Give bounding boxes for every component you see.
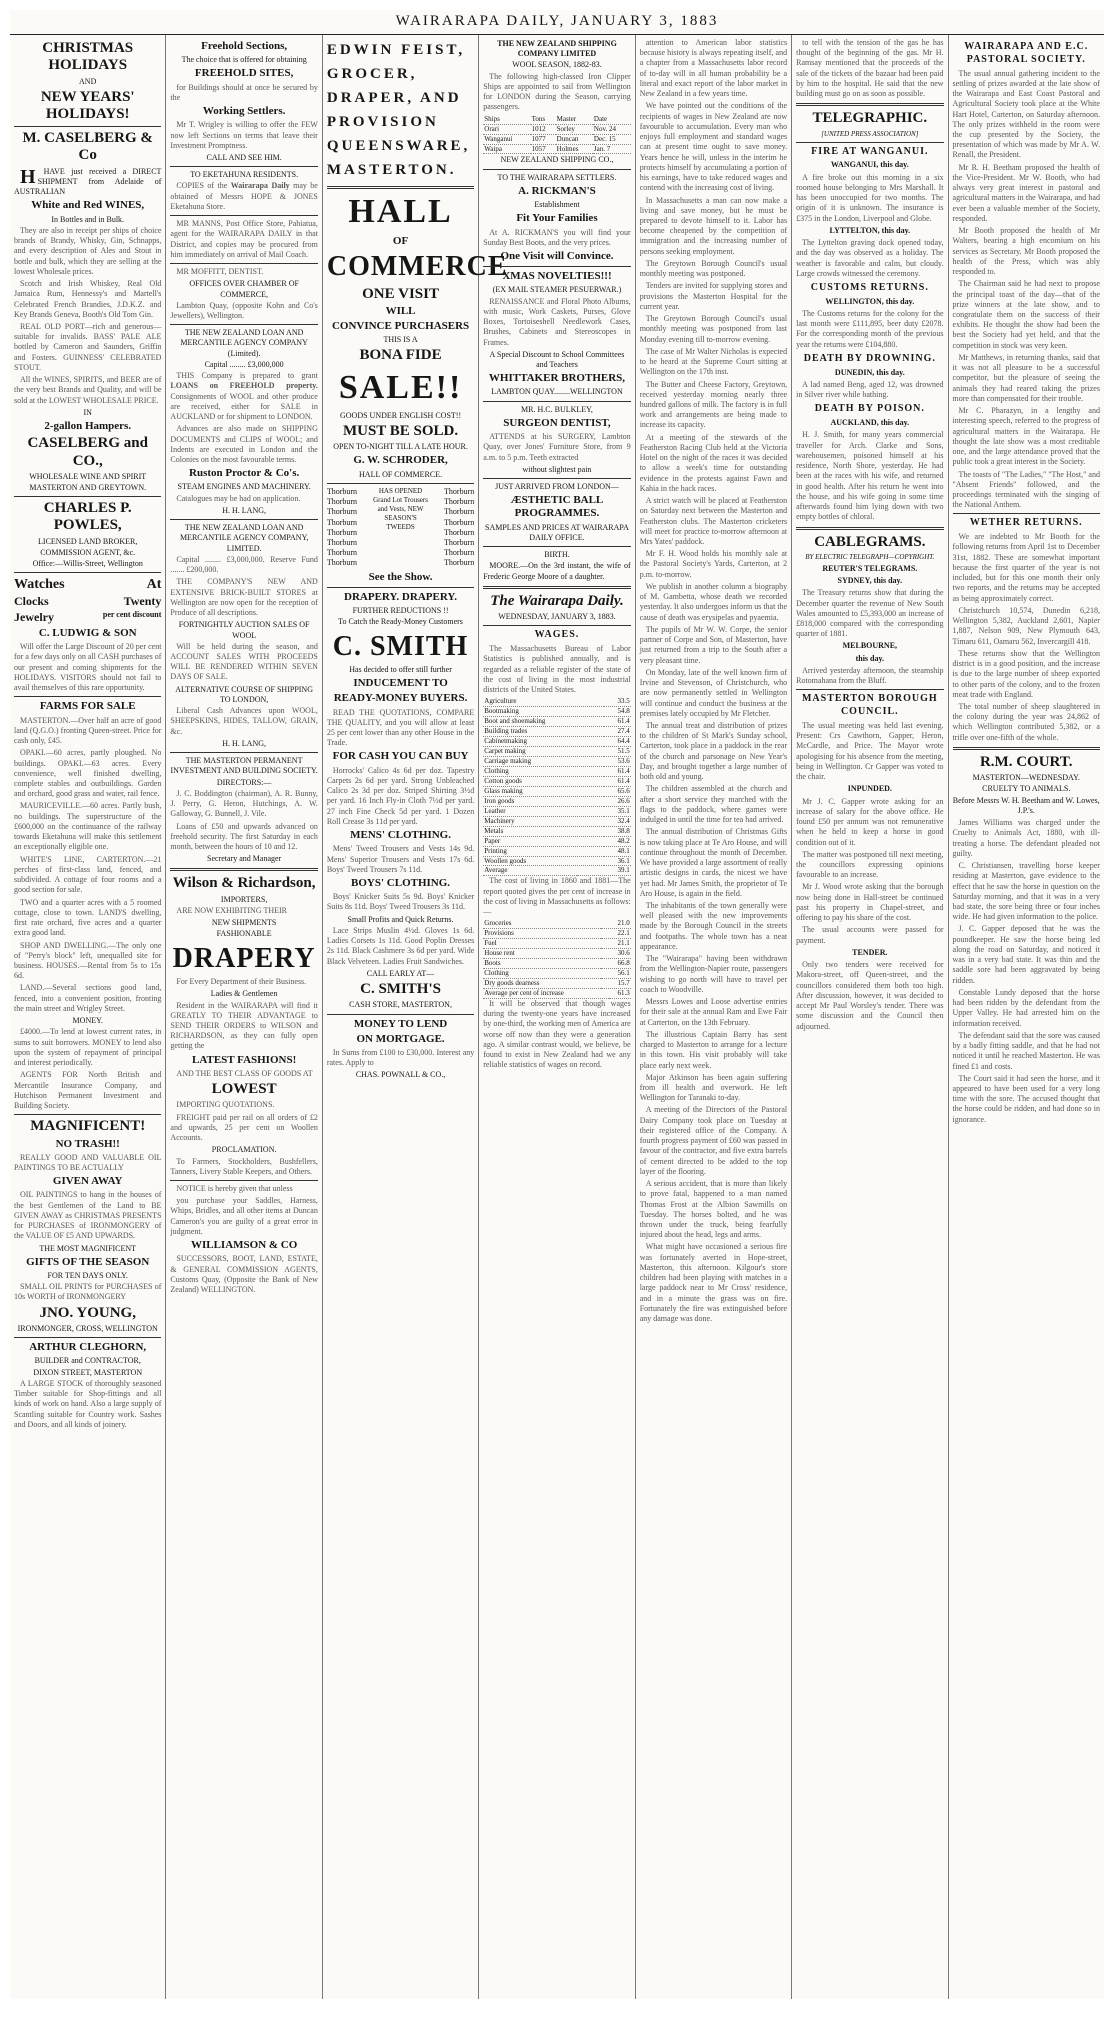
wages-row: Clothing 61.4	[484, 766, 630, 775]
alt-course: ALTERNATIVE COURSE OF SHIPPING TO LONDON,	[175, 684, 313, 704]
caselberg-hampers: 2-gallon Hampers.	[44, 420, 132, 433]
feist-line-4: PROVISION	[326, 114, 439, 130]
birth-title: BIRTH.	[544, 550, 570, 560]
loan-title: THE NEW ZEALAND LOAN AND MERCANTILE AGENCY COMPANY (Limited).	[180, 328, 308, 358]
cost-row: Provisions 22.1	[484, 929, 630, 938]
fire-date: WANGANUI, this day.	[830, 160, 909, 170]
clocks-label: Clocks	[14, 594, 49, 609]
discount-label: per cent discount	[102, 609, 162, 619]
to-catch: To Catch the Ready-Money Customers	[338, 617, 463, 627]
wages-row: Building trades 27.4	[484, 727, 630, 736]
column-3: EDWIN FEIST, GROCER, DRAPER, AND PROVISION QUEENSWARE, MASTERTON. HALL OF COMMERCE ONE VISIT WILL CONVINCE PURCHASERS THIS IS A BONA FIDE SALE!! GOODS UNDER ENGLISH COST!! MUST BE SOLD. OPEN TO-NIGHT TILL A LATE HOUR. G. W. SCHRODER, HALL OF COMMERCE. Thorburn Thorburn Thorburn Thorburn Thorburn Thorburn Thorburn Thorburn HAS OPENED Grand Lot Trousers and Vests, NEW SEASON'S TWEEDS Thorburn Thorburn Thorburn Thorburn Thorburn Thorburn Thorburn Thorburn See the Show. DRAPERY. DRAPERY. FURTHER REDUCTIONS !! To Catch the Ready-Money Customers C. SMITH Has decided to offer still further INDUCEMENT TO READY-MONEY BUYERS. READ THE QUOTATIONS, COMPARE THE QUALITY, and you will allow at least 25 per cent lower than any other House in the Trade. FOR CASH YOU CAN BUY Horrocks' Calico 4s 6d per doz. Tapestry Carpets 2s 6d per yard. Strong Unbleached Calico 2s 3d per doz. Striped Shirting 3½d per yard. 16 Inch Fly-in Cloth 7½d per yard. 27 inch Fine Check 5d per yard. 1 Dozen Roll Crease 3s 11d per yard. MENS' CLOTHING. Mens' Tweed Trousers and Vests 14s 9d. Mens' Superior Trousers and Vests 17s 6d. Boys' Tweed Trousers 7s 11d. BOYS' CLOTHING. Boys' Knicker Suits 5s 9d. Boys' Knicker Suits 8s 11d. Boys' Tweed Trousers 3s 11d. Small Profits and Quick Returns. Lace Strips Muslin 4½d. Gloves 1s 6d. Ladies Corsets 1s 11d. Good Poplin Dresses 2s 11d. Black Cashmere 3s 6d per yard. Wide Black Velveteen. Ladies Fruit Sandwiches. CALL EARLY AT— C. SMITH'S CASH STORE, MASTERTON, MONEY TO LEND ON MORTGAGE. In Sums from £100 to £30,000. Interest any rates. Apply to CHAS. POWNALL & CO.,	[323, 35, 479, 1999]
shipping-table: Ships Tons Master Date Orari 1012 Sorley Nov. 24 Wanganui 1077 Duncan Dec. 15 Waipa 1057 Holmes Jan. 7	[483, 115, 630, 155]
powles-office: Office:—Willis-Street, Wellington	[32, 559, 143, 569]
death2-title: DEATH BY POISON.	[814, 403, 925, 415]
magnificent-title: MAGNIFICENT!	[30, 1118, 146, 1135]
cablegrams-title: CABLEGRAMS.	[814, 533, 926, 550]
open-tonight: OPEN TO-NIGHT TILL A LATE HOUR.	[333, 442, 468, 452]
wether-title: WETHER RETURNS.	[969, 517, 1083, 529]
wages-table	[483, 697, 630, 866]
working-settlers: Working Settlers.	[202, 105, 286, 118]
melbourne-date: this day.	[855, 653, 885, 663]
williamson-firm: WILLIAMSON & CO	[190, 1239, 298, 1252]
inducement: INDUCEMENT TO	[353, 677, 448, 690]
columns	[10, 35, 1104, 1999]
newspaper-page	[10, 10, 1104, 1999]
ship-row: Wanganui 1077 Duncan Dec. 15	[483, 134, 630, 144]
cable-sub: BY ELECTRIC TELEGRAPH—COPYRIGHT.	[805, 552, 935, 561]
powles-line2: COMMISSION AGENT, &c.	[40, 547, 136, 557]
column-1: CHRISTMAS HOLIDAYS AND NEW YEARS' HOLIDAYS! M. CASELBERG & Co H HAVE just received a DIRECT SHIPMENT from Adelaide of AUSTRALIAN White and Red WINES, In Bottles and in Bulk. They are also in receipt per ships of choice brands of Brandy, Whisky, Gin, Schnapps, and every description of Ales and Stout in bottle and bulk, which they are selling at the lowest Wholesale prices. Scotch and Irish Whiskey, Real Old Jamaica Rum, Hennessy's and Martell's Celebrated French Brandies, J.D.K.Z. and Key Brands Geneva, Booth's Old Tom Gin. REAL OLD PORT—rich and generous—suitable for invalids. BASS' PALE ALE bottled by Cameron and Saunders, Griffin and Fosters. GUINNESS' CELEBRATED STOUT. All the WINES, SPIRITS, and BEER are of the very best Brands and Quality, and will be sold at the LOWEST WHOLESALE PRICE. IN 2-gallon Hampers. CASELBERG and CO., WHOLESALE WINE AND SPIRIT MASTERTON AND GREYTOWN. CHARLES P. POWLES, LICENSED LAND BROKER, COMMISSION AGENT, &c. Office:—Willis-Street, Wellington Watches At Clocks Twenty Jewelry per cent discount C. LUDWIG & SON Will offer the Large Discount of 20 per cent for a few days only on all CASH purchases of our present and coming shipments for the HOLIDAYS. VISITORS should not fail to avail themselves of this rare opportunity. FARMS FOR SALE MASTERTON.—Over half an acre of good land (Q.G.O.) fronting Queen-street. Price for cash only, £45. OPAKI.—60 acres, partly ploughed. No buildings. OPAKI.—63 acres. Every convenience, well finished dwelling, complete stables and outbuildings. Garden and orchard, good grass and water, rail fence. MAURICEVILLE.—60 acres. Partly bush, no buildings. The superstructure of the £600,000 on the continuance of the railway towards Eketahuna will make this settlement an exceptionally eligible one. WHITE'S LINE, CARTERTON.—21 perches of first-class land, fenced, and subdivided. A cottage of four rooms and a good section for sale. TWO and a quarter acres with a 5 roomed cottage, close to town. LAND'S dwelling, first rate orchard, five acres and a quarter extra good land. SHOP AND DWELLING.—The only one of "Perry's block" left, unequalled site for business. HOUSES.—Rental from 5s to 15s 6d. LAND.—Several sections good land, fenced, into a convenient position, fronting the main street and Wrigley Street. MONEY. £4000.—To lend at lowest current rates, in sums to suit borrowers. MONEY to lend also upon the system of repayment of principal and interest periodically. AGENTS FOR North British and Mercantile Insurance Company, and Hutchison Permanent Investment and Building Society. MAGNIFICENT! NO TRASH!! REALLY GOOD AND VALUABLE OIL PAINTINGS TO BE ACTUALLY GIVEN AWAY OIL PAINTINGS to hang in the houses of the best Gentlemen of the Land to BE GIVEN AWAY as CHRISTMAS PRESENTS for PURCHASES of IRONMONGERY of the VALUE OF £5 AND UPWARDS. THE MOST MAGNIFICENT GIFTS OF THE SEASON FOR TEN DAYS ONLY. SMALL OIL PRINTS for PURCHASES of 10s WORTH of IRONMONGERY JNO. YOUNG, IRONMONGER, CROSS, WELLINGTON ARTHUR CLEGHORN, BUILDER and CONTRACTOR, DIXON STREET, MASTERTON A LARGE STOCK of thoroughly seasoned Timber suitable for Shop-fittings and all kinds of work on hand. Also a large supply of Scantling suitable for Country work. Sashes and Doors, and all kinds of joinery.	[10, 35, 166, 1999]
must-be-sold: MUST BE SOLD.	[342, 422, 459, 439]
twenty-label: Twenty	[123, 594, 162, 609]
loans-on: LOANS on FREEHOLD property.	[170, 381, 318, 391]
drapery-drapery: DRAPERY. DRAPERY.	[344, 590, 458, 603]
telegraphic-title: TELEGRAPHIC.	[812, 110, 928, 127]
council-impounded: INPUNDED.	[847, 784, 892, 794]
gifts-season: GIFTS OF THE SEASON	[26, 1255, 150, 1268]
wages-row: Boot and shoemaking 61.4	[484, 717, 630, 726]
drapery-label: DRAPERY	[172, 942, 316, 974]
death2-date: AUCKLAND, this day.	[830, 418, 910, 428]
fit-families: Fit Your Families	[516, 212, 598, 225]
column-6: to tell with the tension of the gas he has thought of the beginning of the gas. Mr H. Ramsay mentioned that the proceeds of the sale of the tickets of the bazaar had been paid by him to the hospital. He said that the new building must go on as soon as possible. TELEGRAPHIC. [UNITED PRESS ASSOCIATION] FIRE AT WANGANUI. WANGANUI, this day. A fire broke out this morning in a six roomed house belonging to Mrs Marshall. It has been unoccupied for two months. The origin of it is unknown. The insurance is £375 in the London, Liverpool and Globe. LYTTELTON, this day. The Lyttelton graving dock opened today, and the day was observed as a holiday. The weather is favorable and calm, but cloudy. Large crowds witnessed the ceremony. CUSTOMS RETURNS. WELLINGTON, this day. The Customs returns for the colony for the last month were £111,895, beer duty £2078. For the corresponding month of the previous year the returns were £104,880. DEATH BY DROWNING. DUNEDIN, this day. A lad named Beng, aged 12, was drowned in Silver river while bathing. DEATH BY POISON. AUCKLAND, this day. H. J. Smith, for many years commercial traveller for Arch. Clarke and Sons, warehousemen, poisoned himself at his residence, North Shore, yesterday. He had been at the races with his wife, and returned in good health. After his return he went into the house, and his wife going in some time afterwards found him lying down with two empty bottles of chloral. CABLEGRAMS. BY ELECTRIC TELEGRAPH—COPYRIGHT. REUTER'S TELEGRAMS. SYDNEY, this day. The Treasury returns show that during the December quarter the revenue of New South Wales amounted to £5,393,000 an increase of £818,000 compared with the corresponding quarter of 1881. MELBOURNE, this day. Arrived yesterday afternoon, the steamship Rotomahana from the Bluff. MASTERTON BOROUGH COUNCIL. The usual meeting was held last evening. Present: Crs Cawthorn, Gapper, Heron, McCardle, and Price. The Mayor wrote apologising for his absence from the meeting, being in Wellington. Cr Gapper was voted to the chair. INPUNDED. Mr J. C. Gapper wrote asking for an increase of salary for the above office. He found £50 per annum was not remunerative when he held to keep a horse in good condition out of it. The matter was postponed till next meeting, the councillors expressing opinions favourable to an increase. Mr J. Wood wrote asking that the borough now being done in Hall-street be continued past his property in Chapel-street, and offering to pay his share of the cost. The usual accounts were passed for payment. TENDER. Only two tenders were received for Makora-street, off Queen-street, and the councillors considered them both too high. After discussion, however, it was decided to accept Mr Paul Worsley's tender. There was some discussion and the Council then adjourned.	[792, 35, 948, 1999]
one-visit-convince: One Visit will Convince.	[500, 250, 614, 262]
caselberg-firm-2: CASELBERG and CO.,	[27, 435, 148, 469]
lowest-label: LOWEST	[211, 1081, 277, 1098]
of-label: OF	[392, 235, 409, 247]
eketahuna-title: TO EKETAHUNA RESIDENTS.	[190, 170, 299, 180]
freehold-lead: The choice that is offered for obtaining	[181, 55, 307, 65]
farms-title: FARMS FOR SALE	[39, 700, 136, 713]
wages-row: Cotton goods 61.4	[484, 776, 630, 785]
wages-row: Woollen goods 36.1	[484, 856, 630, 865]
society-title: THE MASTERTON PERMANENT INVESTMENT AND BUILDING SOCIETY.	[170, 756, 318, 776]
whittaker-place: LAMBTON QUAY........WELLINGTON	[491, 387, 623, 397]
just-arrived: JUST ARRIVED FROM LONDON—	[495, 482, 619, 492]
wages-row: Cabinetmaking 64.4	[484, 737, 630, 746]
bulkley-name: MR. H.C. BULKLEY,	[521, 404, 593, 414]
wages-row: Metals 38.8	[484, 826, 630, 835]
wages-row: Agriculture 33.5	[484, 697, 630, 706]
telegraphic-sub: [UNITED PRESS ASSOCIATION]	[821, 129, 919, 138]
wages-row: Printing 48.1	[484, 846, 630, 855]
melbourne-title: MELBOURNE,	[842, 641, 898, 651]
cost-average: Average per cent of increase 61.3	[484, 989, 630, 998]
no-trash: NO TRASH!!	[55, 1137, 120, 1150]
notice-title: NOTICE is hereby given that unless	[176, 1183, 293, 1193]
paper-title: The Wairarapa Daily.	[490, 592, 624, 609]
cost-row: Dry goods dearness 15.7	[484, 979, 630, 988]
column-4: THE NEW ZEALAND SHIPPING COMPANY LIMITED WOOL SEASON, 1882-83. The following high-classed Iron Clipper Ships are appointed to sail from Wellington for LONDON during the Season, carrying passengers. Ships Tons Master Date Orari 1012 Sorley Nov. 24 Wanganui 1077 Duncan Dec. 15 Waipa 1057 Holmes Jan. 7 NEW ZEALAND SHIPPING CO., TO THE WAIRARAPA SETTLERS. A. RICKMAN'S Establishment Fit Your Families At A. RICKMAN'S you will find your Sunday Best Boots, and the very prices. One Visit will Convince. XMAS NOVELTIES!!! (EX MAIL STEAMER PESUERWAR.) RENAISSANCE and Floral Photo Albums, with music, Work Caskets, Purses, Glove Boxes, Tortoiseshell Needlework Cases, Brushes, Cabinets and Stereoscopes in Frames. A Special Discount to School Committees and Teachers WHITTAKER BROTHERS, LAMBTON QUAY........WELLINGTON MR. H.C. BULKLEY, SURGEON DENTIST, ATTENDS at his SURGERY, Lambton Quay, over Jones' Furniture Store, from 9 a.m. to 5 p.m. Teeth extracted without slightest pain JUST ARRIVED FROM LONDON— ÆSTHETIC BALL PROGRAMMES. SAMPLES AND PRICES AT WAIRARAPA DAILY OFFICE. BIRTH. MOORE.—On the 3rd instant, the wife of Frederic George Moore of a daughter. The Wairarapa Daily. WEDNESDAY, JANUARY 3, 1883. WAGES. The Massachusetts Bureau of Labor Statistics is published annually, and is regarded as a reliable register of the state of the cost of living in the most industrial districts of the United States. Agriculture 33.5 Bootmaking 54.8 Boot and shoemaking 61.4 Building trades 27.4 Cabinetmaking 64.4 Carpet making 51.5 Carriage making 53.6 Clothing 61.4 Cotton goods 61.4 Glass making 65.6 Iron goods 26.6 Leather 35.1 Machinery 32.4 Metals 38.8 Paper 48.2 Printing 48.1 Woollen goods 36.1 Average 39.1 The cost of living in 1860 and 1881—The report quoted gives the per cent of increase in the cost of living in Massachusetts as follows:— Groceries 21.0 Provisions 22.1 Fuel 21.1 House rent 30.6 Boots 66.8 Clothing 56.1 Dry goods dearness 15.7 Average per cent of increase 61.3 It will be observed that though wages during the twenty-one years have increased by one-third, the working men of America are worse off now than they were a generation ago. A similar contrast would, we believe, be found to exist in New Zealand had we any reliable statistics of wages on record.	[479, 35, 635, 1999]
secretary-label: Secretary and Manager	[207, 854, 282, 864]
wages-row: Paper 48.2	[484, 836, 630, 845]
caselberg-body: H HAVE just received a DIRECT SHIPMENT from Adelaide of AUSTRALIAN	[14, 165, 162, 197]
ship-row: Orari 1012 Sorley Nov. 24	[483, 124, 630, 134]
feist-line-6: MASTERTON.	[326, 162, 457, 178]
bulkley-trade: SURGEON DENTIST,	[503, 416, 611, 429]
and-label: AND	[79, 76, 97, 86]
lyttelton-date: LYTTELTON, this day.	[829, 225, 911, 235]
convince-label: CONVINCE PURCHASERS	[331, 320, 470, 333]
proclamation-label: PROCLAMATION.	[211, 1145, 277, 1155]
court-case: CRUELTY TO ANIMALS.	[982, 784, 1071, 794]
wool-season: WOOL SEASON, 1882-83.	[512, 60, 602, 70]
aesthetic-ball: ÆSTHETIC BALL PROGRAMMES.	[510, 494, 604, 520]
shipping-agents: NEW ZEALAND SHIPPING CO.,	[500, 155, 614, 165]
given-away: GIVEN AWAY	[52, 1175, 123, 1188]
caselberg-wholesale: WHOLESALE WINE AND SPIRIT	[29, 471, 147, 481]
samples-prices: SAMPLES AND PRICES AT WAIRARAPA DAILY OFFICE.	[485, 522, 629, 542]
wages-row: Glass making 65.6	[484, 786, 630, 795]
hall-label: HALL	[348, 193, 453, 230]
hall-of-commerce: HALL OF COMMERCE.	[359, 469, 443, 479]
death1-date: DUNEDIN, this day.	[834, 367, 905, 377]
directors-label: DIRECTORS:—	[216, 777, 272, 787]
cost-row: Clothing 56.1	[484, 969, 630, 978]
auction-sales: FORTNIGHTLY AUCTION SALES OF WOOL	[178, 620, 310, 640]
feist-line-5: QUEENSWARE,	[326, 138, 471, 154]
on-mortgage: ON MORTGAGE.	[356, 1032, 445, 1045]
rickman-name: A. RICKMAN'S	[518, 184, 596, 197]
wilson-importers: IMPORTERS,	[220, 894, 268, 904]
smiths-name: C. SMITH'S	[360, 981, 441, 998]
wages-row: Carriage making 53.6	[484, 756, 630, 765]
ruston-agent: Ruston Proctor & Co's.	[189, 467, 300, 480]
powles-name: CHARLES P. POWLES,	[43, 500, 132, 534]
wairarapa-daily-name: Wairarapa Daily	[230, 181, 290, 191]
smith-name: C. SMITH	[332, 630, 469, 662]
society-title-7: WAIRARAPA AND E.C. PASTORAL SOCIETY.	[964, 41, 1089, 65]
lang-name: H. H. LANG,	[222, 505, 267, 515]
call-and-see: CALL AND SEE HIM.	[206, 152, 282, 162]
commerce-label: COMMERCE	[326, 251, 508, 283]
without-pain: without slightest pain	[522, 464, 592, 474]
one-visit: ONE VISIT	[362, 285, 439, 302]
cost-row: Fuel 21.1	[484, 939, 630, 948]
feist-line-2: GROCER,	[326, 66, 418, 82]
cleghorn-name: ARTHUR CLEGHORN,	[29, 1341, 147, 1354]
jewelry-label: Jewelry	[14, 609, 54, 624]
latest-fashions: LATEST FASHIONS!	[192, 1053, 297, 1066]
feist-line-3: DRAPER, AND	[326, 90, 462, 106]
cash-store: CASH STORE, MASTERTON,	[349, 1000, 452, 1010]
pownall-name: CHAS. POWNALL & CO.,	[355, 1070, 446, 1080]
wages-row: Bootmaking 54.8	[484, 707, 630, 716]
wilson-title: Wilson & Richardson,	[172, 875, 316, 892]
smith-decided: Has decided to offer still further	[349, 664, 452, 674]
christmas-title: CHRISTMAS HOLIDAYS	[42, 40, 134, 74]
mens-clothing: MENS' CLOTHING.	[350, 829, 451, 842]
sale-label: SALE!!	[338, 368, 463, 406]
fashionable-label: FASHIONABLE	[216, 929, 272, 939]
cleghorn-trade: BUILDER and CONTRACTOR,	[34, 1356, 141, 1366]
at-label: At	[146, 577, 162, 593]
loan2-title: THE NEW ZEALAND LOAN AND MERCANTILE AGENCY COMPANY, LIMITED.	[179, 523, 309, 553]
column-2: Freehold Sections, The choice that is offered for obtaining FREEHOLD SITES, for Buildings should at once be secured by the Working Settlers. Mr T. Wrigley is willing to offer the FEW now left Sections on terms that leave their Investment Promptness. CALL AND SEE HIM. TO EKETAHUNA RESIDENTS. COPIES of the Wairarapa Daily may be obtained of Messrs HOPE & JONES Eketahuna Store. MR MANNS, Post Office Store, Pahiatua, agent for the WAIRARAPA DAILY in that District, and copies may be procured from him immediately on arrival of Mail Coach. MR MOFFITT, DENTIST. OFFICES OVER CHAMBER OF COMMERCE, Lambton Quay, (opposite Kohn and Co's Jewellers), Wellington. THE NEW ZEALAND LOAN AND MERCANTILE AGENCY COMPANY (Limited). Capital ........ £3,000,000 THIS Company is prepared to grant LOANS on FREEHOLD property. Consignments of WOOL and other produce are received, either for SALE in AUCKLAND or for shipment to LONDON. Advances are also made on SHIPPING DOCUMENTS and CLIPS of WOOL; and Indents are executed in London and the Colonies on the most favourable terms. Ruston Proctor & Co's. STEAM ENGINES AND MACHINERY. Catalogues may be had on application. H. H. LANG, THE NEW ZEALAND LOAN AND MERCANTILE AGENCY COMPANY, LIMITED. Capital ........ £3,000,000. Reserve Fund ....... £200,000. THE COMPANY'S NEW AND EXTENSIVE BRICK-BUILT STORES at Wellington are now open for the reception of Produce of all descriptions. FORTNIGHTLY AUCTION SALES OF WOOL Will be held during the season, and ACCOUNT SALES WITH PROCEEDS WILL BE RENDERED WITHIN SEVEN DAYS OF SALE. ALTERNATIVE COURSE OF SHIPPING TO LONDON, Liberal Cash Advances upon WOOL, SHEEPSKINS, HIDES, TALLOW, GRAIN, &c. H. H. LANG, THE MASTERTON PERMANENT INVESTMENT AND BUILDING SOCIETY. DIRECTORS:— J. C. Boddington (chairman), A. R. Bunny, J. Perry, G. Heron, Hutchings, A. W. Galloway, G. Bunnell, J. Vile. Loans of £50 and upwards advanced on freehold security. The first Saturday in each month, between the hours of 10 and 12. Secretary and Manager Wilson & Richardson, IMPORTERS, ARE NOW EXHIBITING THEIR NEW SHIPMENTS FASHIONABLE DRAPERY For Every Department of their Business. Ladies & Gentlemen Resident in the WAIRARAPA will find it GREATLY TO THEIR ADVANTAGE to SEND THEIR ORDERS to WILSON and RICHARDSON, as they can fully open getting the LATEST FASHIONS! AND THE BEST CLASS OF GOODS AT LOWEST IMPORTING QUOTATIONS. FREIGHT paid per rail on all orders of £2 and upwards, 25 per cent on Woollen Accounts. PROCLAMATION. To Farmers, Stockholders, Bushfellers, Tanners, Livery Stable Keepers, and Others. NOTICE is hereby given that unless you purchase your Saddles, Harness, Whips, Bridles, and all other items at Duncan Cameron's you are guilty of a great error in judgment. WILLIAMSON & CO SUCCESSORS, BOOT, LAND, ESTATE, & GENERAL COMMISSION AGENTS, Customs Quay, (Opposite the Bank of New Zealand) WELLINGTON.	[166, 35, 322, 1999]
cost-row: Groceries 21.0	[484, 919, 630, 928]
new-years-title: NEW YEARS' HOLIDAYS!	[40, 88, 135, 122]
wages-row: Iron goods 26.6	[484, 796, 630, 805]
caselberg-wines: White and Red WINES,	[31, 199, 145, 212]
cleghorn-place: DIXON STREET, MASTERTON	[33, 1367, 143, 1377]
customs-date: WELLINGTON, this day.	[825, 296, 915, 306]
wages-row: Carpet making 51.5	[484, 747, 630, 756]
wages-row: Leather 35.1	[484, 806, 630, 815]
wages-average: Average 39.1	[484, 866, 630, 875]
column-7: WAIRARAPA AND E.C. PASTORAL SOCIETY. The usual annual gathering incident to the settling of prizes awarded at the late show of the Wairarapa and East Coast Pastoral and Agricultural Society took place at the White Hart Hotel, Carterton, on Saturday afternoon. The only prizes withheld in the room were the cup presented by the Society, the presentation of which was made by Mr A. W. Renall, the President. Mr R. H. Beetham proposed the health of the Vice-President. Mr W. Booth, who had always very great interest in pastoral and agricultural matters in the Wairarapa, and had ever been a valuable member of the Society, responded. Mr Booth proposed the health of Mr Walters, bearing a high encomium on his services as Secretary. Mr Booth proposed the health of the Press, which was ably responded to. The Chairman said he had next to propose the principal toast of the day—that of the prize winners at the late show, and to congratulate them on the success of their exhibits. He thought the show had been the best the Society had yet held, and that the competition in stock was very keen. Mr Matthews, in returning thanks, said that it was not all pleasure to be a successful competitor, but the pleasure of seeing the animals they had reared taking the prizes more than compensated for their trouble. Mr C. Pharazyn, in a lengthy and interesting speech, referred to the progress of agricultural matters in the Wairarapa. He thought the late show was a most creditable one, and the large attendance proved that the public took a great interest in the Society. The toasts of "The Ladies," "The Host," and "Absent Friends" followed, and the proceedings terminated with the singing of the National Anthem. WETHER RETURNS. We are indebted to Mr Booth for the following returns from April 1st to December 31st, 1882. These are somewhat important because the first quarter of the year is not included, but for this one month their only two reports, and the returns may be accepted as being approximately correct. Christchurch 10,574, Dunedin 6,218, Wellington 5,382, Auckland 2,601, Napier 1,887, Nelson 909, New Plymouth 643, Timaru 611, Oamaru 562, Invercargill 418. These returns show that the Wellington district is in a good position, and the increase is due to the large number of sheep exported to other parts of the colony, and to the frozen meat trade with England. The total number of sheep slaughtered in the colony during the year was 24,862 of which Wellington contributed 5,382, or a trifle over one-fifth of the whole. R.M. COURT. MASTERTON—WEDNESDAY. CRUELTY TO ANIMALS. Before Messrs W. H. Beetham and W. Lowes, J.P.'s. James Williams was charged under the Cruelty to Animals Act, 1880, with ill-treating a horse. The defendant pleaded not guilty. C. Christiansen, travelling horse keeper residing at Masterton, gave evidence to the effect that he saw the horse in question on the Saturday morning, and that it was in a very bad state, the sore being three or four inches wide. He had given information to the police. J. C. Gapper deposed that he was the poundkeeper. He saw the horse being led along the road on Saturday, and noticed it was in a very bad state. It was thin and the saddle sore had been aggravated by being ridden. Constable Lundy deposed that the horse had been ridden by the defendant from the Upper Valley. He had arrested him on the information received. The defendant said that the sore was caused by a badly fitting saddle, and that he had not noticed it until he reached Masterton. He was fined £1 and costs. The Court said it had seen the horse, and it appeared to have been used for a very long time with the sore. The accused thought that the horse could be ridden, and had done so in ignorance.	[952, 41, 1100, 1124]
powles-line1: LICENSED LAND BROKER,	[38, 536, 138, 546]
see-the-show: See the Show.	[368, 570, 433, 583]
will-label: WILL	[385, 304, 416, 317]
small-profits: Small Profits and Quick Returns.	[347, 914, 454, 924]
freehold-title: Freehold Sections,	[201, 40, 288, 52]
sydney-date: SYDNEY, this day.	[837, 576, 903, 586]
tender-title: TENDER.	[852, 947, 888, 957]
young-place: IRONMONGER, CROSS, WELLINGTON	[17, 1323, 158, 1333]
settlers-title: TO THE WAIRARAPA SETTLERS.	[497, 172, 617, 182]
young-name: JNO. YOUNG,	[39, 1304, 136, 1321]
caselberg-firm: M. CASELBERG & Co	[22, 130, 153, 164]
council-title: MASTERTON BOROUGH COUNCIL.	[801, 693, 938, 718]
court-bench: Before Messrs W. H. Beetham and W. Lowes, J.P.'s.	[952, 795, 1100, 815]
news-3: The case of Mr Walter Nicholas is expected to be heard at the Supreme Court sitting at Wellington on the 17th inst.	[639, 346, 788, 377]
whittaker-name: WHITTAKER BROTHERS,	[488, 372, 626, 385]
wages-title: WAGES.	[534, 629, 580, 641]
bona-fide: BONA FIDE	[359, 347, 442, 364]
masthead: WAIRARAPA DAILY, JANUARY 3, 1883	[10, 10, 1104, 35]
customs-title: CUSTOMS RETURNS.	[810, 281, 929, 293]
reuter-label: REUTER'S TELEGRAMS.	[822, 563, 918, 573]
caselberg-merchants: MASTERTON AND GREYTOWN.	[29, 483, 147, 492]
boys-clothing: BOYS' CLOTHING.	[351, 876, 451, 889]
fire-title: FIRE AT WANGANUI.	[811, 145, 929, 157]
this-is-a: THIS IS A	[383, 335, 418, 345]
ludwig-name: C. LUDWIG & SON	[38, 627, 137, 640]
money-to-lend: MONEY TO LEND	[353, 1017, 448, 1030]
court-sub: MASTERTON—WEDNESDAY.	[972, 773, 1080, 783]
news-1: The Greytown Borough Council's usual monthly meeting was postponed.	[639, 258, 788, 279]
for-cash: FOR CASH YOU CAN BUY	[332, 750, 469, 763]
ship-row: Waipa 1057 Holmes Jan. 7	[483, 144, 630, 154]
goods-under: GOODS UNDER ENGLISH COST!!	[340, 410, 462, 420]
ready-money: READY-MONEY BUYERS.	[333, 692, 468, 705]
new-shipments: NEW SHIPMENTS	[211, 918, 277, 928]
caselberg-bottles: In Bottles and in Bulk.	[51, 214, 125, 224]
rickman-estab: Establishment	[534, 200, 580, 210]
lang-name-2: H. H. LANG,	[222, 738, 267, 748]
watches-label: Watches	[14, 577, 65, 593]
xmas-sub: (EX MAIL STEAMER PESUERWAR.)	[492, 285, 622, 295]
court-title: R.M. COURT.	[979, 753, 1073, 770]
shipping-title: THE NEW ZEALAND SHIPPING COMPANY LIMITED	[497, 39, 617, 59]
cost-table	[483, 919, 630, 989]
paper-date: WEDNESDAY, JANUARY 3, 1883.	[498, 612, 616, 622]
death1-title: DEATH BY DROWNING.	[803, 352, 936, 364]
loan-capital: Capital ........ £3,000,000	[204, 359, 284, 369]
further-reductions: FURTHER REDUCTIONS !!	[352, 606, 449, 616]
column-5: attention to American labor statistics because history is always repeating itself, and a chapter from a Massachusetts labor record of to-day will in all human probability be a literal and exact report of the labor market in New Zealand in a few years time. We have pointed out the conditions of the recipients of wages in New Zealand are now favourable to accumulation. Every man who enjoys full employment and standard wages can at present time ought to save money. Years hence he will, unless in the interim he protects himself by accumulating a portion of his earnings, have to take reduced wages and contend with the increasing cost of living. In Massachusetts a man can now make a living and save money, but he must be prepared to devote himself to it. Labor has become cheapened by the competition of immigration and the increasing number of persons seeking employment. The Greytown Borough Council's usual monthly meeting was postponed. Tenders are invited for supplying stores and provisions the Masterton Hospital for the current year. The Greytown Borough Council's usual monthly meeting was postponed from last Monday evening till to-morrow evening. The case of Mr Walter Nicholas is expected to be heard at the Supreme Court sitting at Wellington on the 17th inst. The Butter and Cheese Factory, Greytown, received yesterday morning nearly three hundred gallons of milk. The factory is in full work and arrangements are being made to increase its capacity. At a meeting of the stewards of the Featherston Racing Club held at the Victoria Hotel on the night of the races it was decided to allow a week's time for outstanding evidence in the protests against Fawn and Kahia in the hack races. A strict watch will be placed at Featherston on Saturday next between the Masterton and Featherston clubs. The Masterton cricketers will meet for practice to-morrow afternoon at Mrs Yates' paddock. Mr F. H. Wood holds his monthly sale at the Pastoral Society's Yards, Carterton, at 2 p.m. to-morrow. We publish in another column a biography of M. Gambetta, whose death we recorded yesterday. It also undergoes inform us that the cause of death was erysipelas and pyaemia. The pupils of Mr W. W. Corpe, the senior partner of Corpe and Son, of Masterton, have just returned from a trip to the South after a very pleasant time. On Monday, late of the well known firm of Irvine and Stevenson, of Christchurch, who are now permanently settled in Wellington will continue and conduct the business at the premises lately occupied by Mr Fletcher. The annual treat and distribution of prizes to the children of St Mark's Sunday school, Carterton, took place in a paddock in the rear of the church and parsonage on New Year's Day, and brought together a large number of both old and young. The children assembled at the church and after a short service they marched with the flags to the paddock, where games were indulged in until the time for tea had arrived. The annual distribution of Christmas Gifts is now taking place at Te Aro House, and will continue throughout the month of December. We have provided a large assortment of really artistic designs in cards, the nicest we have yet had. Mr James Smith, the proprietor of Te Aro House, is again in the field. The inhabitants of the town generally were well pleased with the new improvements made by the Borough Council in the streets and footpaths. The whole town has a neat appearance. The "Wairarapa" having been withdrawn from the Wellington-Napier route, passengers wishing to go north will have to travel per coach to Woodville. Messrs Lowes and Loose advertise entries for their sale at the annual Ram and Ewe Fair at Carterton, on the 13th February. The illustrious Captain Barry has sent charged to Masterton to arrange for a lecture in this town. His visit probably will take place early next week. Major Atkinson has been again suffering from ill health and overwork. He left Wellington for Taranaki to-day. A meeting of the Directors of the Pastoral Dairy Company took place on Tuesday at their registered office of the Company. A fourth progress payment of £60 was passed in favour of the contractor, and five extra barrels of cement directed to be added to the top layer of the flooring. A serious accident, that is more than likely to prove fatal, happened to a man named Thomas Frost at the Albion Sawmills on Tuesday. The horses bolted, and he was thrown under the truck, being fearfully injured about the head, legs and arms. What might have occasioned a serious fire was fortunately averted in Hope-street, Masterton, this afternoon. Kilgour's store children had been playing with matches in a large paddock near to Mr Cross' residence, and in a minute the grass was on fire. Fortunately the fire was extinguished before any damage was done.	[636, 35, 792, 1999]
ladies-gentlemen: Ladies & Gentlemen	[210, 989, 278, 999]
wages-row: Machinery 32.4	[484, 816, 630, 825]
schroder-name: G. W. SCHRODER,	[353, 454, 448, 467]
call-early: CALL EARLY AT—	[366, 968, 435, 978]
moffitt-office: OFFICES OVER CHAMBER OF COMMERCE,	[189, 279, 299, 299]
ten-days: FOR TEN DAYS ONLY.	[47, 1270, 128, 1280]
feist-line-1: EDWIN FEIST,	[326, 42, 466, 58]
cost-row: House rent 30.6	[484, 949, 630, 958]
steam-engines: STEAM ENGINES AND MACHINERY.	[177, 482, 311, 492]
special-discount: A Special Discount to School Committees and Teachers	[489, 349, 625, 370]
freehold-sites: FREEHOLD SITES,	[194, 67, 294, 80]
birth-text: MOORE.—On the 3rd instant, the wife of Frederic George Moore of a daughter.	[483, 561, 631, 581]
cost-row: Boots 66.8	[484, 959, 630, 968]
xmas-novelties: XMAS NOVELTIES!!!	[502, 270, 612, 283]
